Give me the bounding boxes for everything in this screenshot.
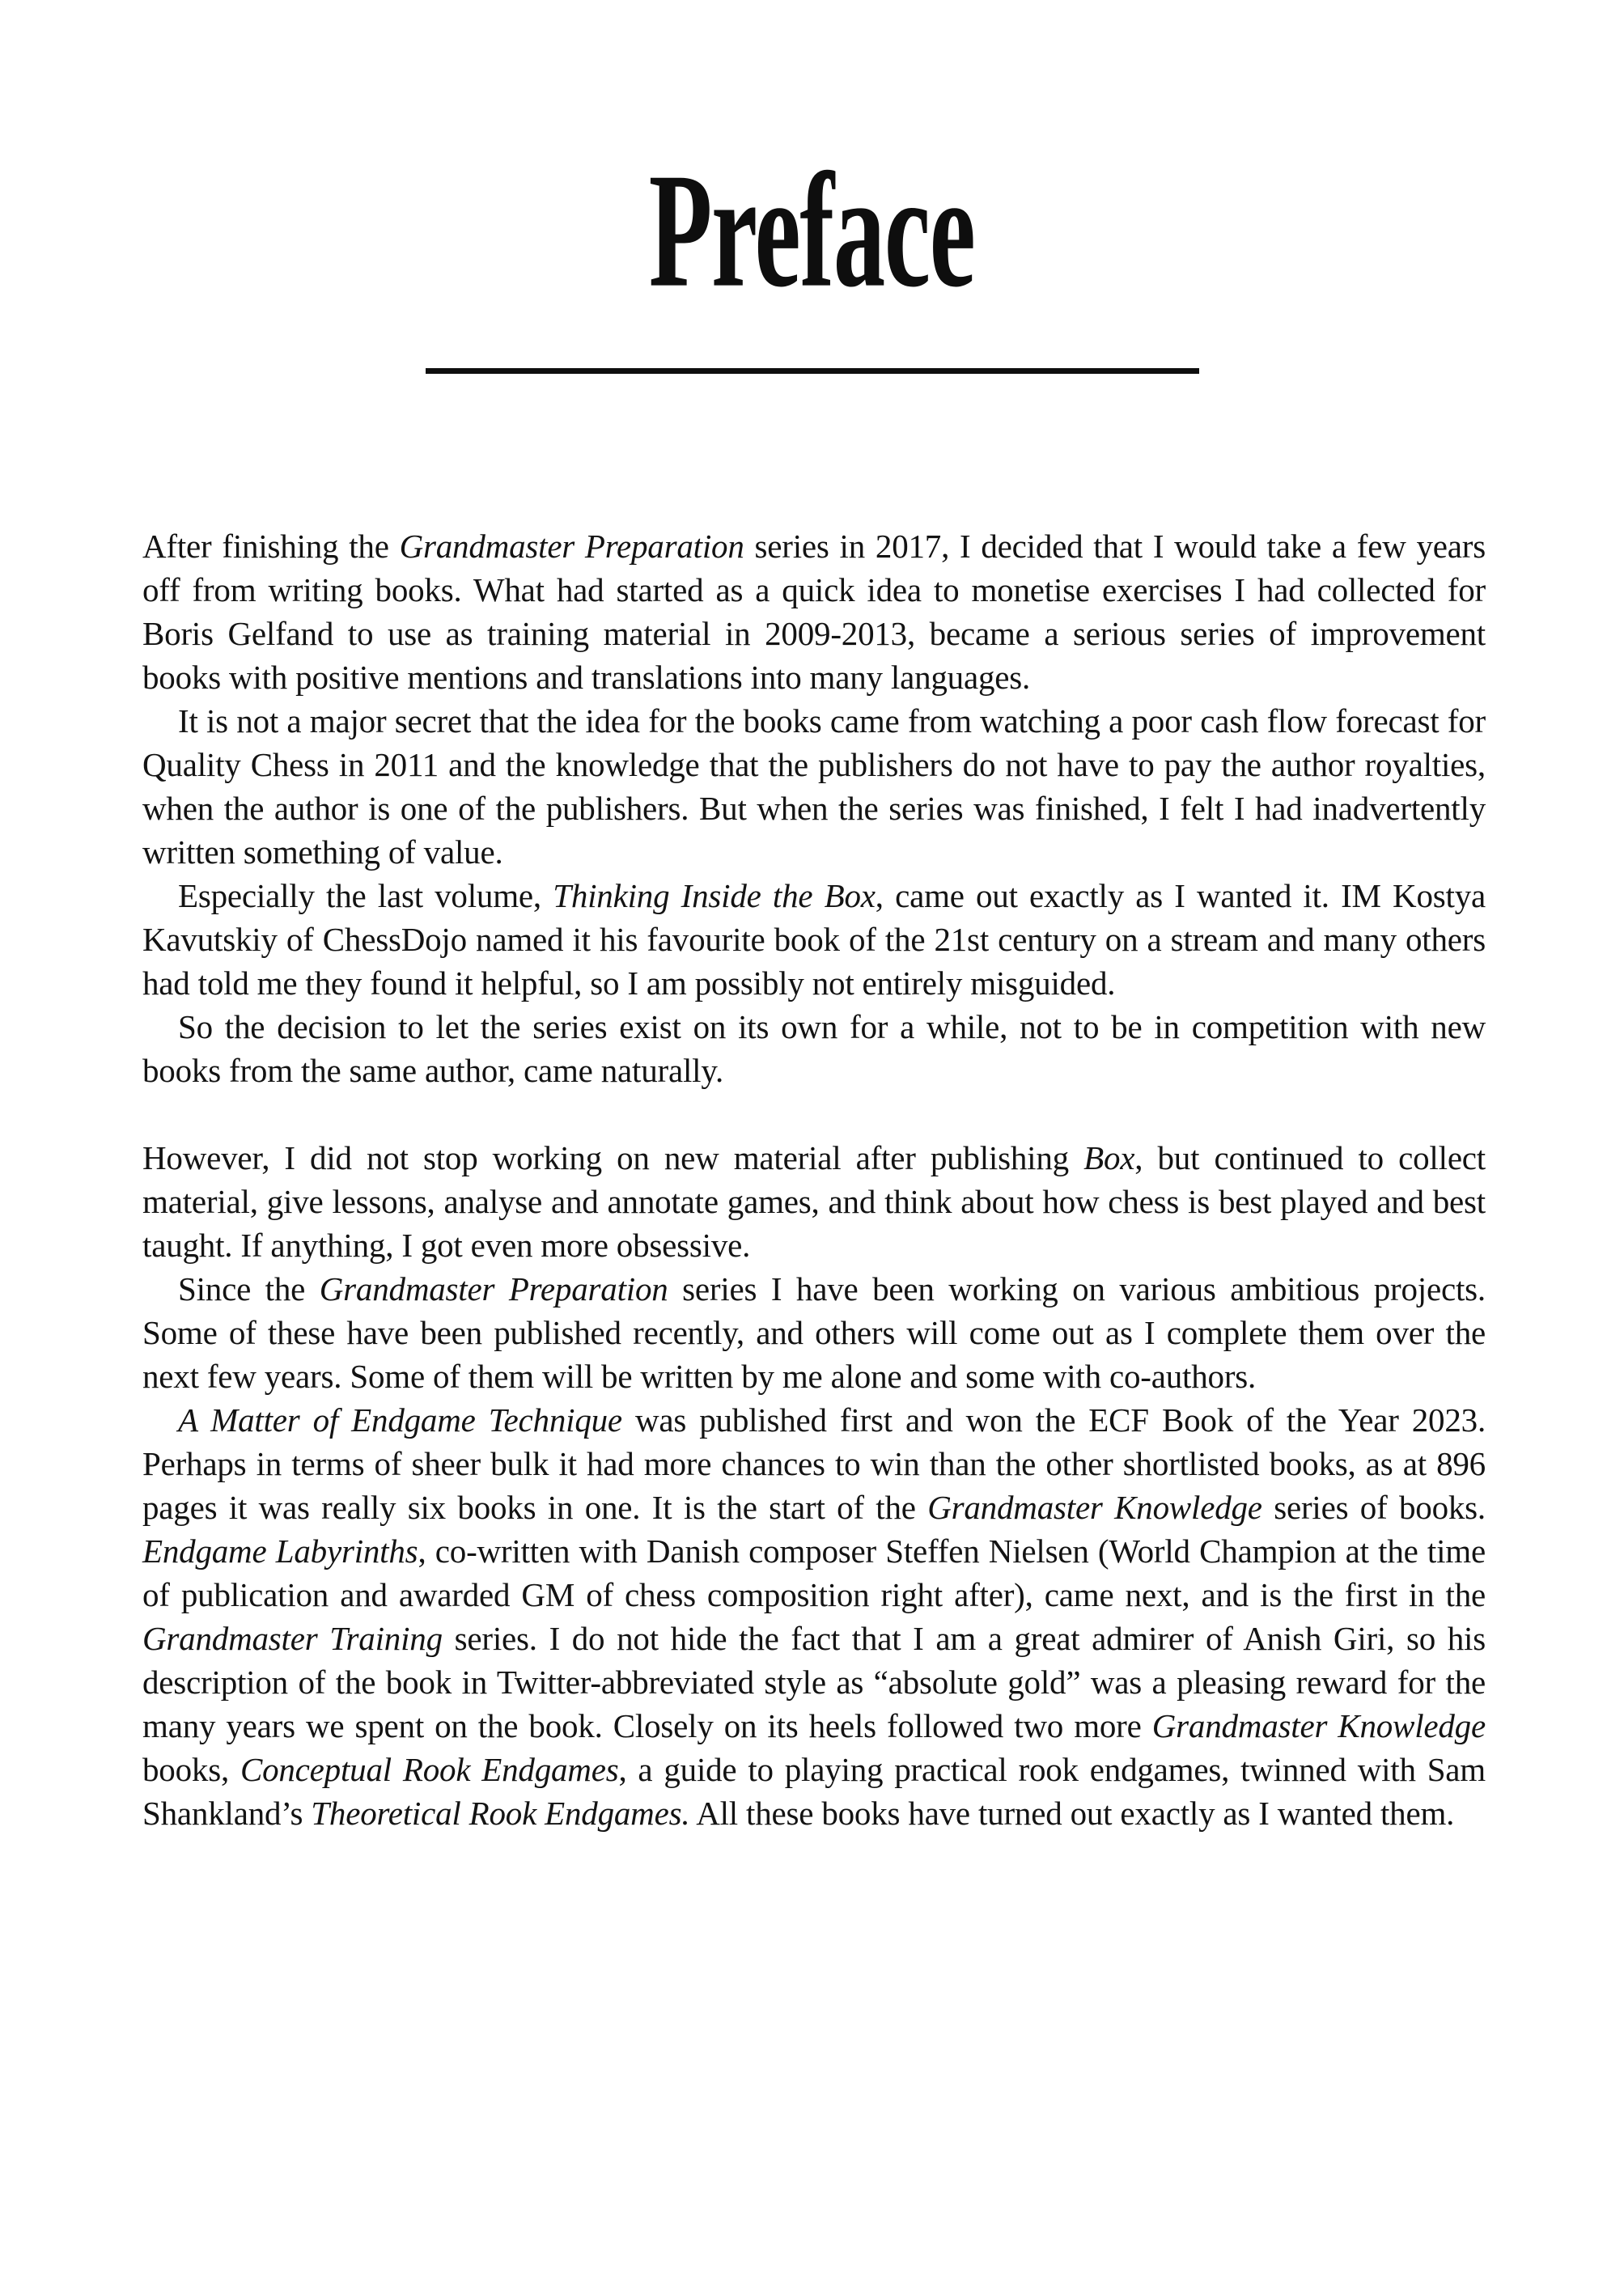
preface-body xyxy=(142,524,1486,1835)
title-divider-rule xyxy=(426,368,1199,374)
book-title-italic: Box xyxy=(1083,1139,1135,1176)
book-title-italic: Grandmaster Knowledge xyxy=(1151,1707,1486,1744)
body-text-run: books, xyxy=(142,1751,240,1788)
paragraph xyxy=(142,699,1486,874)
paragraph xyxy=(142,874,1486,1005)
book-title-italic: A Matter of Endgame Technique xyxy=(178,1401,622,1439)
page-title-text: Preface xyxy=(649,139,975,322)
book-title-italic: Endgame Labyrinths xyxy=(142,1532,418,1570)
page-title xyxy=(0,139,1624,322)
body-text-run: series of books. xyxy=(1261,1489,1486,1526)
body-text-run: , co-written with Danish composer Steffen Nielsen (World Champion at the time of publication and awarded GM of chess composition right after), came next, and is the first in the xyxy=(142,1532,1486,1613)
body-text-run: All these books have turned out exactly as I wanted them. xyxy=(689,1795,1455,1832)
body-text-run: , but continued to collect material, give lessons, analyse and annotate games, and think about how chess is best played and best taught. If anything, I got even more obsessive. xyxy=(142,1139,1486,1264)
book-title-italic: Thinking Inside the Box xyxy=(553,877,876,914)
body-text-run: , came out exactly as I wanted it. IM Kostya Kavutskiy of ChessDojo named it his favourite book of the 21st century on a stream and many others had told me they found it helpful, so I am possibly not entirely misguided. xyxy=(142,877,1486,1002)
book-title-italic: Grandmaster Preparation xyxy=(399,528,744,565)
body-text-run: After finishing the xyxy=(142,528,400,565)
book-title-italic: Conceptual Rook Endgames xyxy=(240,1751,619,1788)
paragraph xyxy=(142,524,1486,699)
body-text-run: Especially the last volume, xyxy=(178,877,553,914)
paragraph xyxy=(142,1398,1486,1835)
paragraph xyxy=(142,1005,1486,1092)
body-text-run: series I have been working on various ambitious projects. Some of these have been published recently, and others will come out as I complete them over the next few years. Some of them will be written by me alone and some with co-authors. xyxy=(142,1270,1486,1395)
body-text-run: was published first and won the ECF Book of the Year 2023. Perhaps in terms of sheer bulk it had more chances to win than the other shortlisted books, as at 896 pages it was really six books in one. It is the start of the xyxy=(142,1401,1486,1526)
paragraph xyxy=(142,1136,1486,1267)
book-title-italic: Grandmaster Knowledge xyxy=(927,1489,1262,1526)
body-text-run: series. I do not hide the fact that I am a great admirer of Anish Giri, so his description of the book in Twitter-abbreviated style as “absolute gold” was a pleasing reward for the many years we spent on the book. Closely on its heels followed two more xyxy=(142,1620,1486,1744)
body-text-run: It is not a major secret that the idea for the books came from watching a poor cash flow forecast for Quality Chess in 2011 and the knowledge that the publishers do not have to pay the author royalties, when the author is one of the publishers. But when the series was finished, I felt I had inadvertently written something of value. xyxy=(142,702,1486,871)
body-text-run: , a guide to playing practical rook endgames, twinned with Sam Shankland’s xyxy=(142,1751,1486,1832)
body-text-run: So the decision to let the series exist on its own for a while, not to be in competition with new books from the same author, came naturally. xyxy=(142,1008,1486,1089)
body-text-run: Since the xyxy=(178,1270,320,1308)
body-text-run: However, I did not stop working on new material after publishing xyxy=(142,1139,1084,1176)
paragraph xyxy=(142,1267,1486,1398)
book-title-italic: Theoretical Rook Endgames. xyxy=(311,1795,690,1832)
book-title-italic: Grandmaster Preparation xyxy=(319,1270,668,1308)
body-text-run: series in 2017, I decided that I would take a few years off from writing books. What had started as a quick idea to monetise exercises I had collected for Boris Gelfand to use as training material in 2009-2013, became a serious series of improvement books with positive mentions and translations into many languages. xyxy=(142,528,1486,696)
book-title-italic: Grandmaster Training xyxy=(142,1620,443,1657)
